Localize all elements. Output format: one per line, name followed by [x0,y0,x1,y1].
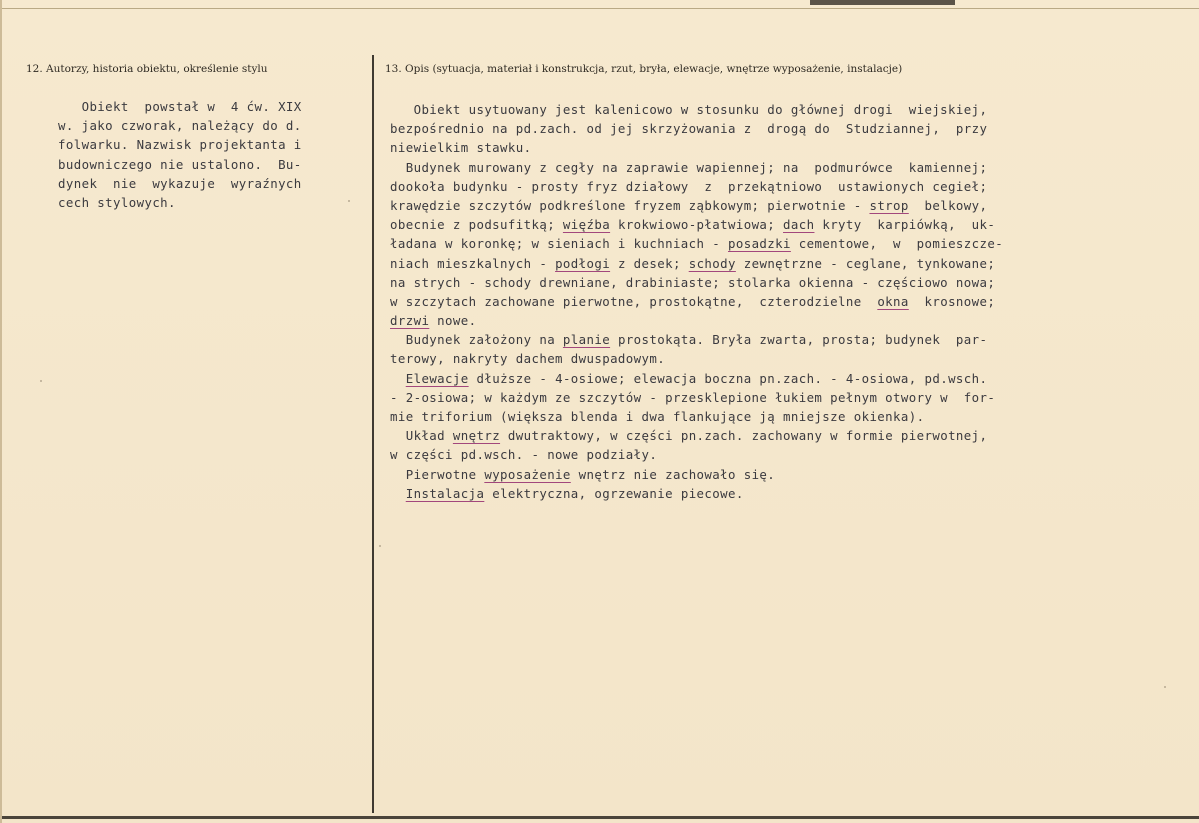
underlined-keyword: okna [877,293,909,309]
underlined-keyword: strop [869,197,909,213]
text-segment: mie triforium (większa blenda i dwa flankujące ją mniejsze okienka). [390,409,925,424]
text-segment: elektryczna, ogrzewanie piecowe. [484,485,744,501]
text-segment: terowy, nakryty dachem dwuspadowym. [390,351,666,367]
underlined-keyword: podłogi [555,255,611,271]
text-segment: niach mieszkalnych - [390,255,556,271]
section-12-line: w. jako czworak, należący do d. [58,118,302,134]
text-segment: belkowy, [908,197,988,213]
text-segment: Obiekt usytuowany jest kalenicowo w stosunku do głównej drogi wiejskiej, [390,102,988,117]
text-segment: kryty karpiówką, uk- [814,217,996,233]
underlined-keyword: wyposażenie [484,466,571,482]
section-13-line [390,158,1150,177]
text-segment [390,486,406,501]
text-segment: niewielkim stawku. [390,140,532,156]
underlined-keyword: schody [688,255,736,271]
paper-speck [348,200,350,202]
section-12-line: cech stylowych. [58,194,176,210]
section-13-line [390,369,1150,388]
text-segment: zewnętrzne - ceglane, tynkowane; [735,255,996,271]
section-13-line [390,311,1150,330]
top-edge-mark [810,0,955,5]
text-segment: dookoła budynku - prosty fryz działowy z przekątniowo ustawionych cegieł; [390,178,988,194]
text-segment: wnętrz nie zachowało się. [570,466,776,482]
text-segment: w części pd.wsch. - nowe podziały. [390,447,658,463]
column-divider [372,55,374,813]
section-12-line: dynek nie wykazuje wyraźnych [58,175,302,191]
text-segment: obecnie z podsufitką; [390,217,563,233]
paper-speck [40,380,42,382]
section-13-line [390,445,1150,464]
section-12-line: budowniczego nie ustalono. Bu- [58,156,302,172]
section-13-line [390,234,1150,253]
bottom-rule [2,816,1199,819]
section-13-line [390,254,1150,273]
section-13-line [390,292,1150,311]
text-segment: z desek; [610,255,689,271]
text-segment: dłuższe - 4-osiowe; elewacja boczna pn.zach. - 4-osiowa, pd.wsch. [468,370,988,386]
text-segment: nowe. [429,313,477,329]
section-12-line: Obiekt powstał w 4 ćw. XIX [58,99,302,114]
section-13-line [390,465,1150,484]
text-segment: Budynek założony na [390,332,563,348]
section-13-text [390,100,1150,503]
text-segment: krawędzie szczytów podkreślone fryzem ząbkowym; pierwotnie - [390,197,870,213]
section-13-line [390,426,1150,445]
text-segment: Budynek murowany z cegły na zaprawie wapiennej; na podmurówce kamiennej; [390,159,988,175]
section-13-line [390,215,1150,234]
text-segment: dwutraktowy, w części pn.zach. zachowany w formie pierwotnej, [500,428,988,444]
underlined-keyword: planie [562,332,611,348]
underlined-keyword: Elewacje [405,370,469,386]
section-13-line [390,177,1150,196]
underlined-keyword: posadzki [727,236,791,252]
text-segment: prostokąta. Bryła zwarta, prosta; budynek par- [610,332,988,348]
text-segment: Pierwotne [390,466,485,482]
section-13-line [390,484,1150,503]
paper-speck [379,545,381,547]
text-segment: w szczytach zachowane pierwotne, prostokątne, czterodzielne [390,293,878,309]
section-13-line [390,119,1150,138]
underlined-keyword: dach [783,217,815,233]
section-13-line [390,273,1150,292]
underlined-keyword: wnętrz [452,428,501,444]
underlined-keyword: więźba [562,217,611,233]
section-13-line [390,349,1150,368]
text-segment: bezpośrednio na pd.zach. od jej skrzyżowania z drogą do Studziannej, przy [390,121,988,137]
text-segment: ładana w koronkę; w sieniach i kuchniach - [390,236,728,252]
section-13-line [390,196,1150,215]
section-13-line [390,138,1150,157]
underlined-keyword: drzwi [390,313,430,329]
section-12-title: 12. Autorzy, historia obiektu, określenie stylu [26,63,268,75]
section-13-line [390,407,1150,426]
text-segment: - 2-osiowa; w każdym ze szczytów - przesklepione łukiem pełnym otwory w for- [390,389,996,405]
section-12-line: folwarku. Nazwisk projektanta i [58,137,302,153]
text-segment: krokwiowo-płatwiowa; [610,217,784,233]
text-segment: Układ [390,428,453,444]
text-segment: krosnowe; [908,293,996,309]
section-13-title: 13. Opis (sytuacja, materiał i konstrukcja, rzut, bryła, elewacje, wnętrze wyposażenie, instalacje) [385,63,903,75]
section-13-line [390,100,1150,119]
paper-speck [1164,686,1166,688]
section-13-line [390,388,1150,407]
text-segment: na strych - schody drewniane, drabiniaste; stolarka okienna - częściowo nowa; [390,274,996,290]
text-segment [390,371,406,386]
underlined-keyword: Instalacja [405,485,485,501]
section-12-text [58,97,366,212]
text-segment: cementowe, w pomieszcze- [790,236,1004,252]
section-13-line [390,330,1150,349]
top-rule [2,8,1199,9]
